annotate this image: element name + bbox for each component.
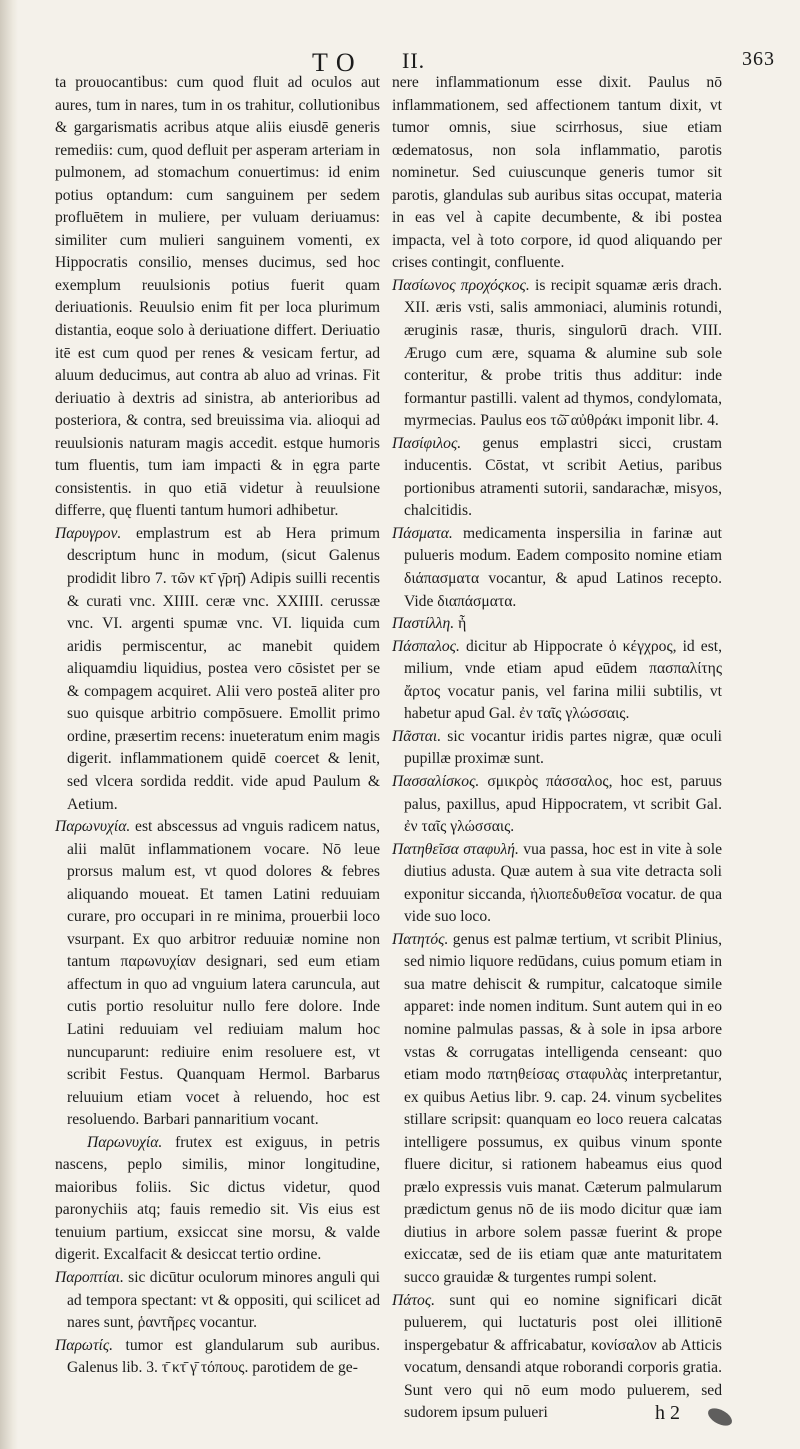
entry-paragraph	[55, 72, 380, 523]
entry-paragraph	[392, 72, 722, 275]
entry-headword: Πασίφιλος.	[392, 434, 462, 452]
entry-paragraph	[55, 1132, 380, 1267]
ink-blot	[705, 1405, 735, 1430]
entry-paragraph	[392, 771, 722, 839]
entry-text: vua passa, hoc est in vite à sole diutius adusta. Quæ autem à sua vite detracta soli exponitur siccanda, ἡλιοπεδυθεῖσα vocatur. de qua vide suo loco.	[404, 840, 722, 926]
entry-paragraph	[392, 929, 722, 1290]
running-head-center: II.	[402, 48, 426, 73]
entry-paragraph	[392, 613, 722, 636]
entry-headword: Παροπτίαι.	[55, 1268, 124, 1286]
right-column	[392, 72, 722, 1425]
entry-text: est abscessus ad vnguis radicem natus, alii malūt inflammationem vocare. Nō leue prorsus malum est, vt quod dolores & febres aliquando moueat. Et tamen Latini reduuiam curare, pro occupari in re minima, prouerbii loco vsurpant. Ex quo arbitror reduuiæ nomine non tantum παρωνυχίαν designari, sed eum etiam affectum in quo ad vnguium latera caruncula, aut cutis portio resoluitur nullo fere dolore. Inde Latini reduuiam vel rediuiam malum hoc nuncuparunt: rediuire enim resoluere est, vt scribit Festus. Quanquam Hermol. Barbarus reluuium etiam vocet à reluendo, hoc est resoluendo. Barbari pannaritium vocant.	[67, 818, 380, 1129]
entry-headword: Πασίωνος προχόςκος.	[392, 276, 530, 294]
entry-text: frutex est exiguus, in petris nascens, peplo similis, minor longitudine, maioribus foliis. Sic dictus videtur, quod paronychiis atq; fauis remedio sit. Vis eius est tenuium partium, exsiccat sine morsu, & valde digerit. Excalfacit & desiccat tertio ordine.	[55, 1133, 380, 1264]
entry-text: genus est palmæ tertium, vt scribit Plinius, sed nimio liquore redūdans, cuius pomum etiam in sua matre dehiscit & rumpitur, calcatoque simile apparet: inde nomen inditum. Sunt autem qui in eo nomine palmulas passas, & à sole in ipsa arbore vstas & corrugatas intelligenda censeant: quo etiam modo πατηθείσας σταφυλὰς interpretantur, ex quibus Aetius libr. 9. cap. 24. vinum sycbelites stillare scripsit: quanquam eo loco reuera calcatas intelligere possumus, ex quibus vinum sponte fluere dicitur, si rationem habeamus eius quod prælo expressis vuis manat. Cæterum palmularum prædictum genus nō de iis modo dicitur quæ iam diutius in arbore solem passæ fuerint & prope exiccatæ, sed de iis etiam quæ ante maturitatem succo grauidæ & turgentes rumpi solent.	[404, 930, 722, 1286]
left-column	[55, 72, 380, 1380]
entry-paragraph	[392, 636, 722, 726]
entry-headword: Πάτος.	[392, 1291, 436, 1309]
entry-text: sic dicūtur oculorum minores anguli qui ad tempora spectant: vt & oppositi, qui scilicet ad nares sunt, ῥαντῆρες vocantur.	[67, 1268, 380, 1332]
entry-text: sic vocantur iridis partes nigræ, quæ oculi pupillæ proximæ sunt.	[404, 727, 722, 768]
running-head-left: T O	[312, 48, 356, 77]
entry-text: medicamenta inspersilia in farinæ aut pulueris modum. Eadem composito nomine etiam διάπασματα vocantur, & apud Latinos recepto. Vide διαπάσματα.	[404, 524, 722, 610]
entry-text: dicitur ab Hippocrate ὁ κέγχρος, id est, milium, vnde etiam apud eūdem πασπαλίτης ἄρτος vocatur panis, vel farina milii subtilis, vt habetur apud Gal. ἐν ταῖς γλώσσαις.	[404, 637, 722, 723]
entry-paragraph	[392, 433, 722, 523]
page-spine-shadow	[0, 0, 18, 1449]
entry-headword: Πατηθεῖσα σταφυλή.	[392, 840, 519, 858]
entry-paragraph	[392, 726, 722, 771]
entry-text: ta prouocantibus: cum quod fluit ad oculos aut aures, tum in nares, tum in os trahitur, collutionibus & gargarismatis acribus atque aliis eiusdē generis remediis: cum, quod defluit per asperam arteriam in pulmonem, ad stomachum conuertimus: id enim potius optandum: cum sanguinem per sedem profluētem in muliere, per vuluam deriuamus: similiter cum mulieri sanguinem vomenti, ex Hippocratis consilio, menses ducimus, sed hoc exemplum reuulsionis potius fuerit quam deriuationis. Reuulsio enim fit per loca plurimum distantia, eoque solo à deriuatione differt. Deriuatio itē est cum quod per renes & vesicam fertur, ad aluum deducimus, aut contra ab aluo ad vrinas. Fit deriuatio à dextris ad sinistra, ab anterioribus ad posteriora, & contra, sed breuissima via. alioqui ad reuulsionis naturam magis accedit. estque humoris tum fluentis, tum iam impacti & in ęgra parte consistentis. in quo etiā videtur à reuulsione differre, quę fluenti tantum humori adhibetur.	[55, 74, 380, 520]
entry-headword: Παρωνυχία.	[55, 818, 131, 836]
entry-paragraph	[392, 275, 722, 433]
entry-text: ἦ	[454, 615, 467, 633]
signature-mark: h 2	[655, 1402, 680, 1424]
entry-headword: Παρωτίς.	[55, 1336, 114, 1354]
entry-paragraph	[55, 523, 380, 816]
entry-headword: Παρωνυχία.	[87, 1133, 163, 1151]
entry-paragraph	[55, 816, 380, 1132]
entry-paragraph	[55, 1267, 380, 1335]
entry-text: nere inflammationum esse dixit. Paulus nō inflammationem, sed affectionem tantum dixit, vt tumor omnis, siue scirrhosus, siue etiam œdematosus, non sola inflammatio, parotis nominetur. Sed cuiuscunque generis tumor sit parotis, glandulas sub auribus sitas occupat, materia in eas vel à capite decumbente, & ibi postea impacta, vel à toto corpore, id quod aliquando per crises contingit, confluente.	[392, 74, 722, 272]
entry-headword: Παστίλλη.	[392, 615, 455, 633]
entry-text: is recipit squamæ æris drach. XII. æris vsti, salis ammoniaci, aluminis rotundi, æruginis rasæ, thuris, singulorū drach. VIII. Ærugo cum ære, squama & alumine sub sole conteritur, & probe tritis thus additur: inde formantur pastilli. valent ad thymos, condylomata, myrmecias. Paulus eos τῶ̄ αὐθράκι imponit libr. 4.	[404, 276, 722, 430]
entry-text: tumor est glandularum sub auribus. Galenus lib. 3. τ̄ κτ̄ γ̄ τόπους. parotidem de ge-	[67, 1336, 380, 1377]
entry-headword: Πάσπαλος.	[392, 637, 460, 655]
entry-headword: Πάσματα.	[392, 524, 453, 542]
entry-text: sunt qui eo nomine significari dicāt puluerem, qui luctaturis post olei illitionē inspergebatur & affricabatur, κονίσαλον ab Atticis vocatum, densandi atque roborandi corporis gratia. Sunt vero qui nō eum modo puluerem, sed sudorem ipsum pulueri	[404, 1291, 722, 1422]
entry-text: σμικρὸς πάσσαλος, hoc est, paruus palus, paxillus, apud Hippocratem, vt scribit Gal. ἐν ταῖς γλώσσαις.	[404, 772, 722, 836]
entry-paragraph	[55, 1335, 380, 1380]
entry-paragraph	[392, 839, 722, 929]
entry-headword: Πᾶσται.	[392, 727, 442, 745]
entry-headword: Πατητός.	[392, 930, 449, 948]
entry-headword: Πασσαλίσκος.	[392, 772, 480, 790]
entry-text: genus emplastri sicci, crustam inducentis. Cōstat, vt scribit Aetius, paribus portionibus atramenti sutorii, sandarachæ, misyos, chalcitidis.	[404, 434, 722, 520]
page-number: 363	[742, 48, 775, 70]
entry-headword: Παρυγρον.	[55, 524, 122, 542]
entry-paragraph	[392, 523, 722, 613]
entry-text: emplastrum est ab Hera primum descriptum hunc in modum, (sicut Galenus prodidit libro 7. τῶν κτ̄ γ̄ρη̄) Adipis suilli recentis & curati vnc. XIIII. ceræ vnc. XXIIII. cerussæ vnc. VI. argenti spumæ vnc. VI. liquida cum aridis permiscentur, ac manebit quidem aliquamdiu liquidius, postea vero cōsistet per se & compagem acquiret. Alii vero posteā aliter pro suo quisque arbitrio compōsuere. Emollit primo ordine, præsertim recens: inueteratum enim magis digerit. inflammationem quidē coercet & lenit, sed vlcera sordida reddit. vide apud Paulum & Aetium.	[67, 524, 380, 813]
